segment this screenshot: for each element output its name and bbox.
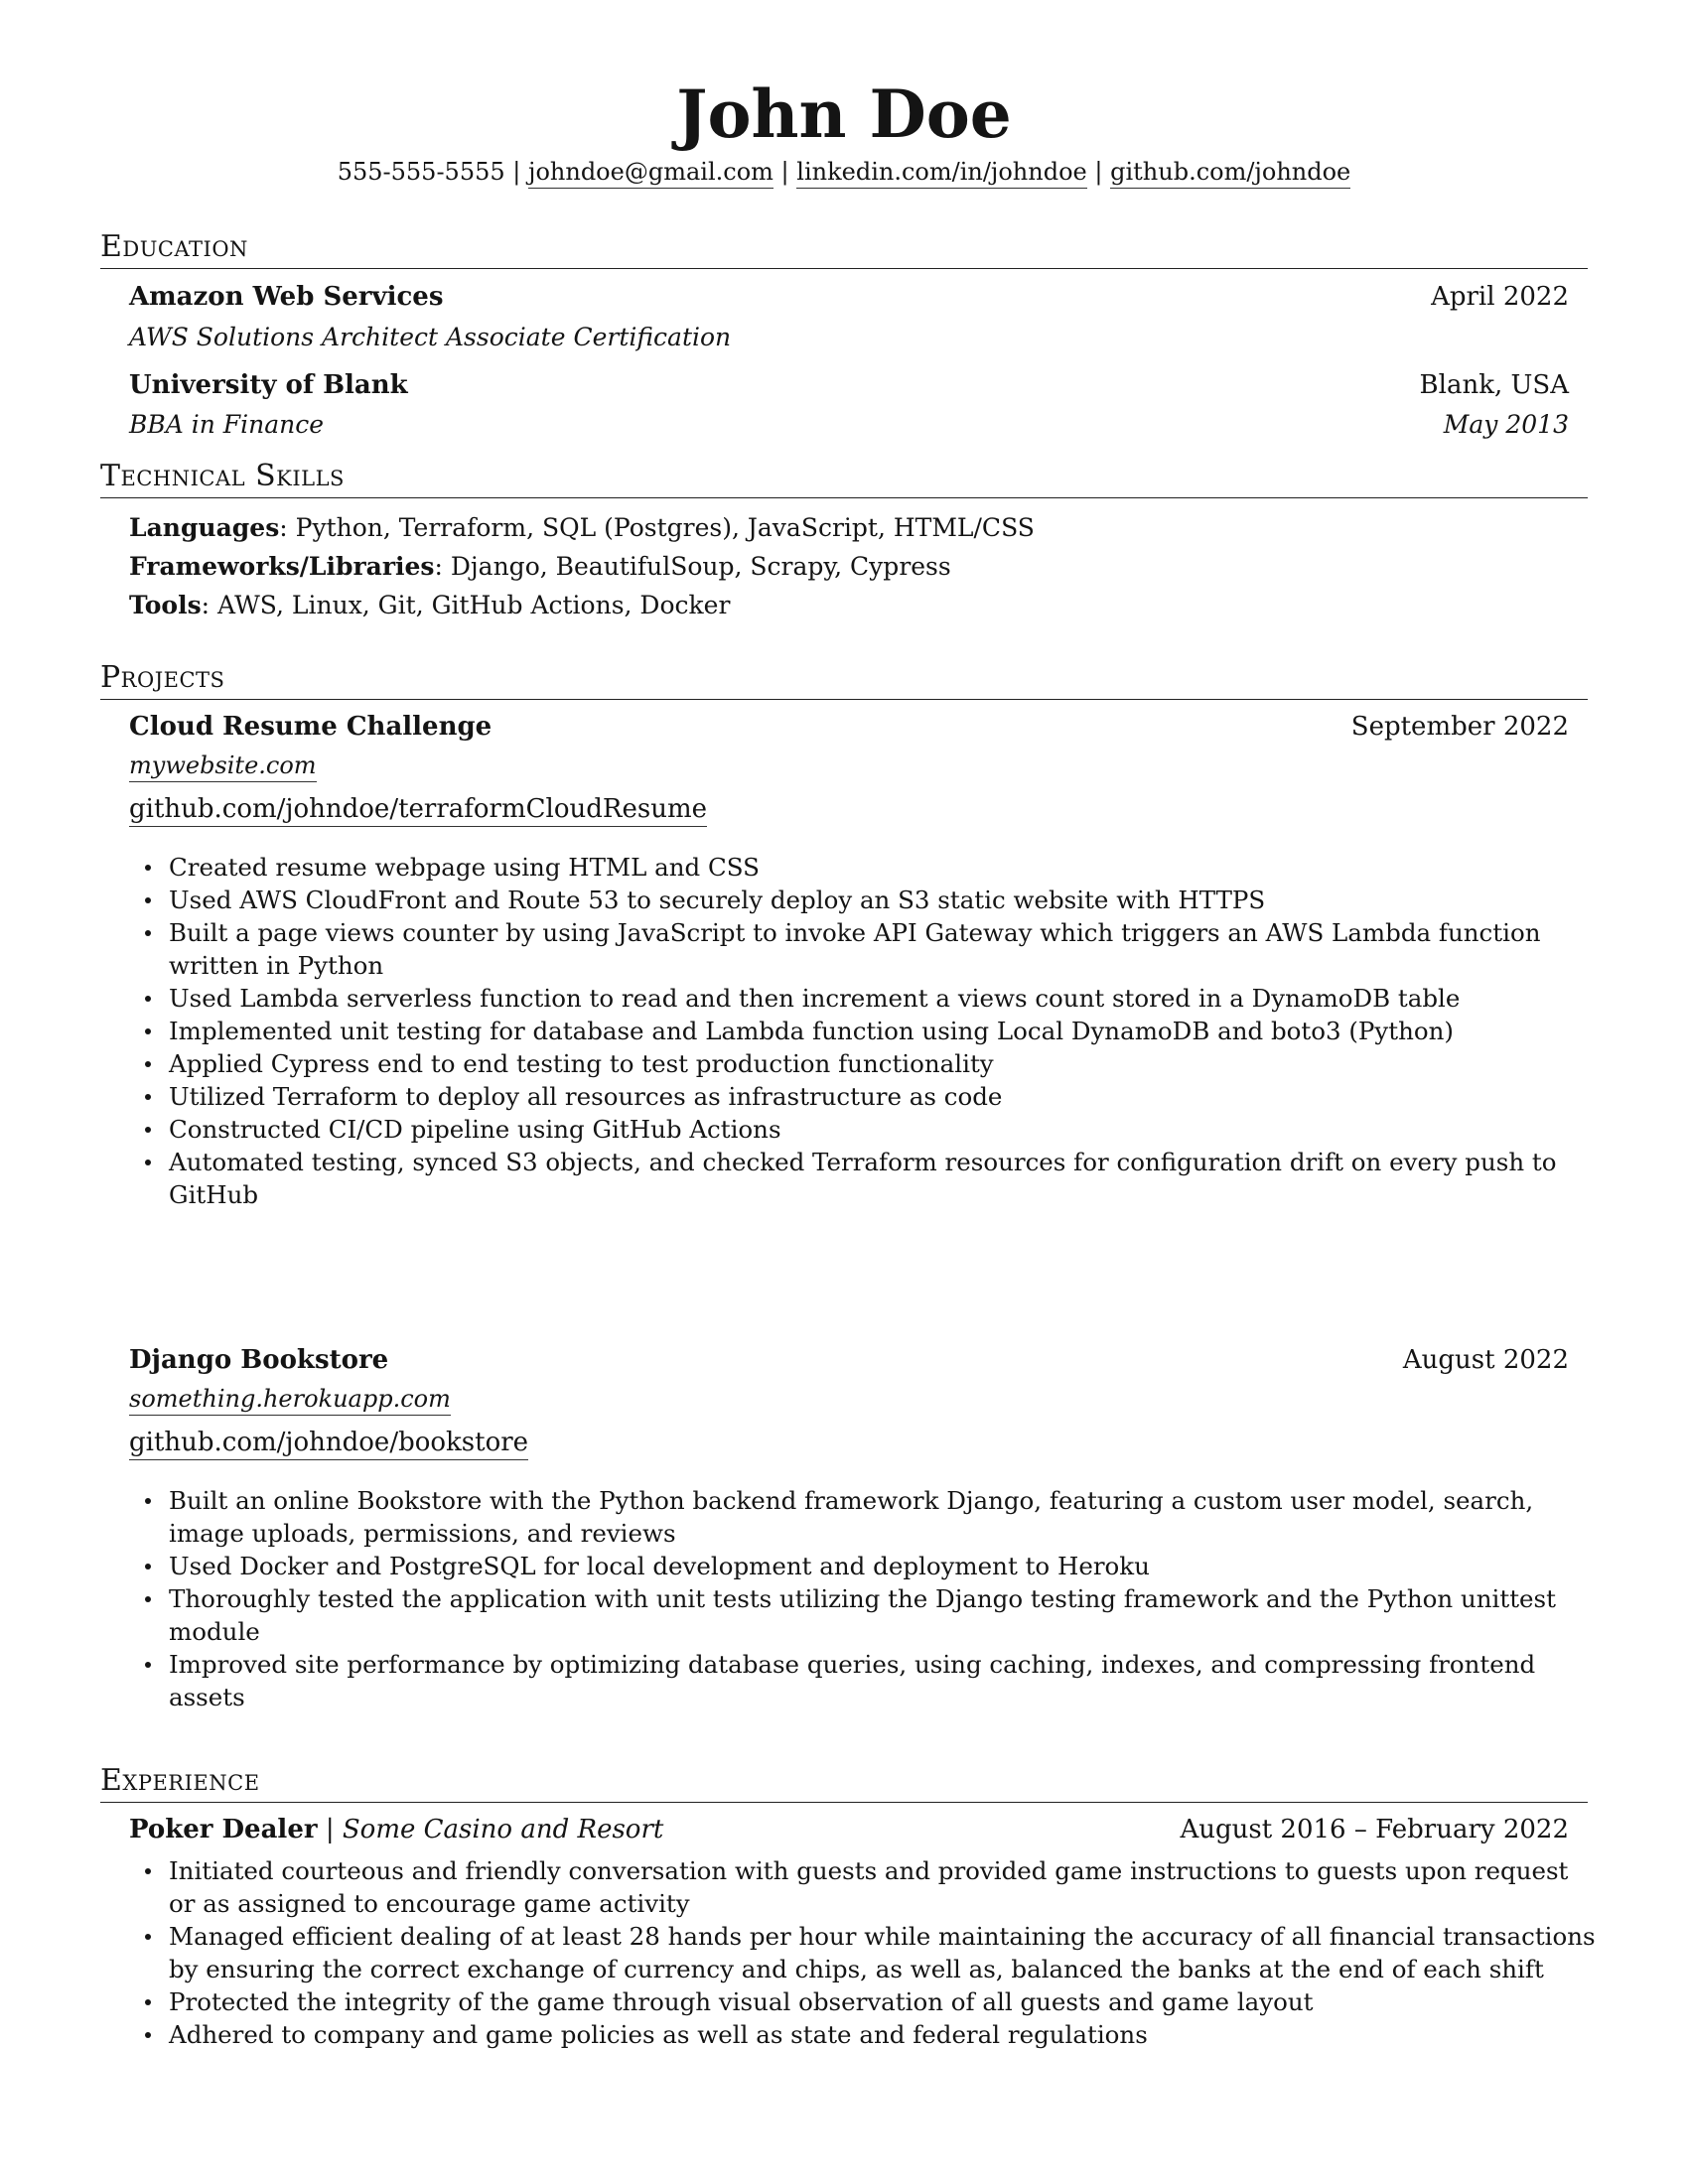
edu-detail: BBA in Finance [129,410,325,439]
project-date: September 2022 [1350,712,1569,742]
skills-value: : Django, BeautifulSoup, Scrapy, Cypress [434,552,951,581]
project-site-link[interactable]: something.herokuapp.com [129,1385,451,1416]
edu-school: Amazon Web Services [129,282,444,312]
section-heading-education: Education [100,232,1588,269]
email-link[interactable]: johndoe@gmail.com [528,158,774,189]
project-date: August 2022 [1402,1345,1569,1375]
project-bullets [169,1484,1599,1713]
edu-date: May 2013 [1443,410,1569,439]
linkedin-link[interactable]: linkedin.com/in/johndoe [796,158,1086,189]
edu-detail: AWS Solutions Architect Associate Certification [129,323,732,351]
list-item: Automated testing, synced S3 objects, and checked Terraform resources for configuration drift on every push to GitHub [169,1146,1599,1211]
list-item: Built a page views counter by using JavaScript to invoke API Gateway which triggers an AWS Lambda function written in Python [169,916,1599,982]
project-title: Django Bookstore [129,1345,389,1375]
skills-label: Languages [129,513,280,542]
section-heading-experience: Experience [100,1766,1588,1803]
phone: 555-555-5555 [337,158,505,186]
list-item: Used Lambda serverless function to read and then increment a views count stored in a DynamoDB table [169,982,1599,1015]
edu-school: University of Blank [129,370,408,400]
skills-value: : AWS, Linux, Git, GitHub Actions, Docker [201,591,731,619]
list-item: Implemented unit testing for database and Lambda function using Local DynamoDB and boto3 (Python) [169,1015,1599,1047]
list-item: Managed efficient dealing of at least 28 hands per hour while maintaining the accuracy of all financial transactions by ensuring the correct exchange of currency and chips, as well as, balanced the banks at the end of each shift [169,1920,1599,1985]
list-item: Constructed CI/CD pipeline using GitHub Actions [169,1113,1599,1146]
separator: | [780,158,789,186]
list-item: Thoroughly tested the application with unit tests utilizing the Django testing framework and the Python unittest module [169,1582,1599,1648]
project-title: Cloud Resume Challenge [129,712,492,742]
list-item: Used Docker and PostgreSQL for local development and deployment to Heroku [169,1550,1599,1582]
github-link[interactable]: github.com/johndoe [1110,158,1350,189]
skills-label: Frameworks/Libraries [129,552,435,581]
list-item: Utilized Terraform to deploy all resources as infrastructure as code [169,1080,1599,1113]
job-header [129,1817,663,1843]
job-role: Poker Dealer [129,1815,318,1844]
skills-row [129,515,1035,540]
list-item: Applied Cypress end to end testing to test production functionality [169,1047,1599,1080]
contact-line [0,160,1688,184]
skills-value: : Python, Terraform, SQL (Postgres), JavaScript, HTML/CSS [279,513,1035,542]
edu-location: Blank, USA [1419,370,1569,400]
skills-row [129,593,730,617]
job-company: Some Casino and Resort [342,1815,664,1844]
skills-row [129,554,951,579]
list-item: Adhered to company and game policies as well as state and federal regulations [169,2018,1599,2051]
project-site-wrap [129,1387,451,1411]
project-repo-link[interactable]: github.com/johndoe/terraformCloudResume [129,794,707,827]
separator: | [512,158,521,186]
candidate-name: John Doe [676,75,1012,153]
list-item: Initiated courteous and friendly conversation with guests and provided game instructions to guests upon request or as assigned to encourage game activity [169,1854,1599,1920]
section-heading-projects: Projects [100,663,1588,700]
skills-label: Tools [129,591,202,619]
project-repo-wrap [129,1430,528,1455]
list-item: Improved site performance by optimizing database queries, using caching, indexes, and compressing frontend assets [169,1648,1599,1713]
section-heading-skills: Technical Skills [100,462,1588,498]
list-item: Created resume webpage using HTML and CSS [169,851,1599,884]
project-site-link[interactable]: mywebsite.com [129,751,317,782]
project-bullets [169,851,1599,1211]
separator: | [325,1815,335,1844]
job-bullets [169,1854,1599,2051]
separator: | [1094,158,1103,186]
project-repo-wrap [129,796,707,822]
list-item: Protected the integrity of the game through visual observation of all guests and game layout [169,1985,1599,2018]
project-site-wrap [129,753,317,777]
job-dates: August 2016 – February 2022 [1180,1815,1569,1844]
list-item: Used AWS CloudFront and Route 53 to securely deploy an S3 static website with HTTPS [169,884,1599,916]
edu-date: April 2022 [1431,282,1569,312]
project-repo-link[interactable]: github.com/johndoe/bookstore [129,1428,528,1460]
list-item: Built an online Bookstore with the Python backend framework Django, featuring a custom user model, search, image uploads, permissions, and reviews [169,1484,1599,1550]
